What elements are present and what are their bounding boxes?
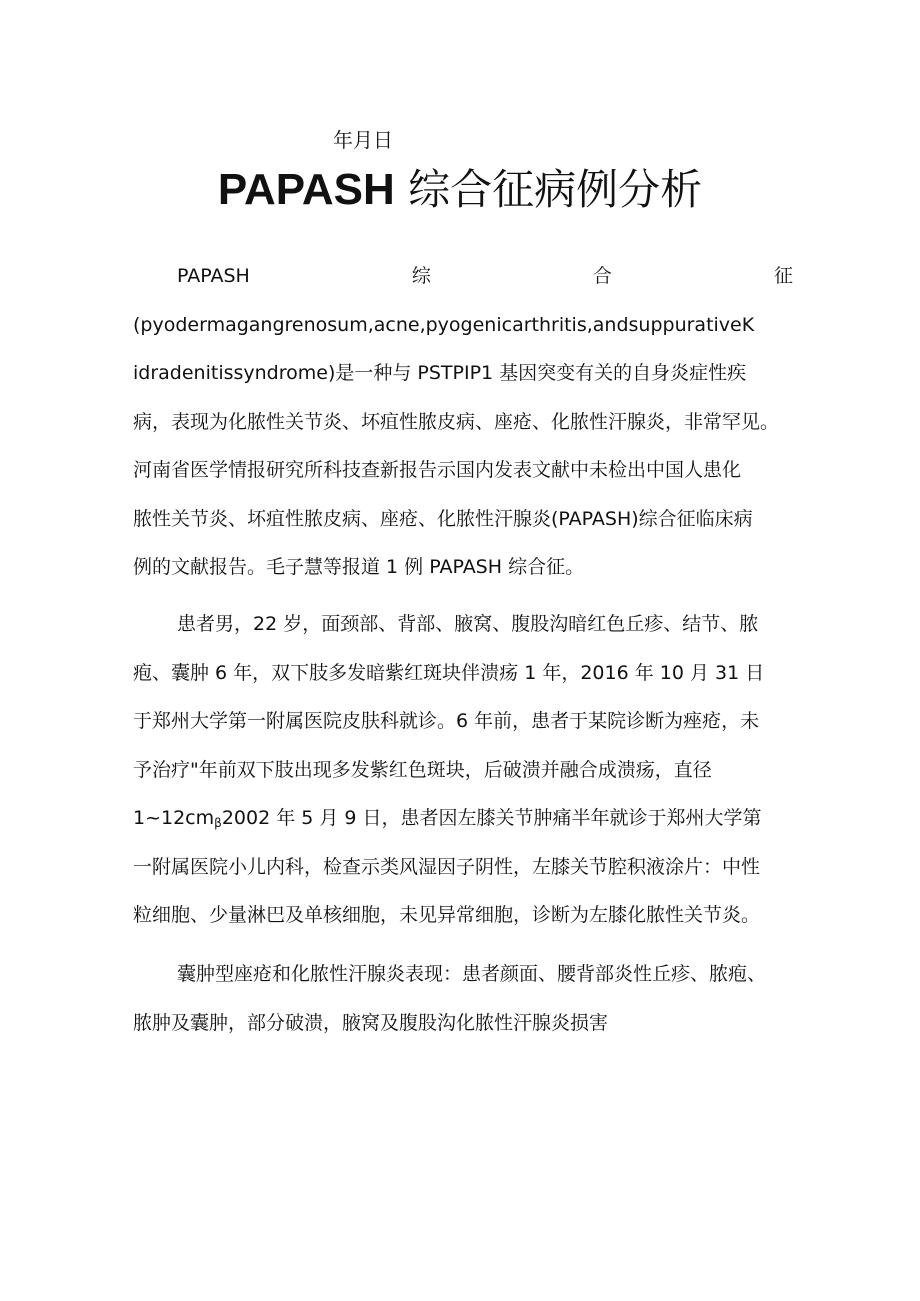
paragraph-2-line-5-rest: 2002 年 5 月 9 日，患者因左膝关节肿痛半年就诊于郑州大学第: [221, 807, 762, 829]
char-zheng: 征: [773, 265, 793, 287]
paragraph-2-line-3: 于郑州大学第一附属医院皮肤科就诊。6 年前，患者于某院诊断为痤疮，未: [133, 710, 760, 732]
paragraph-2-line-5: [133, 794, 793, 843]
paragraph-1-line-3: idradenitissyndrome)是一种与 PSTPIP1 基因突变有关的自身炎症性疾: [133, 362, 747, 384]
word-papash: PAPASH: [177, 265, 250, 287]
char-zong: 综: [411, 265, 431, 287]
document-title: [0, 160, 920, 220]
paragraph-3: [133, 950, 793, 1047]
paragraph-1-line-6: 脓性关节炎、坏疽性脓皮病、座疮、化脓性汗腺炎(PAPASH)综合征临床病: [133, 507, 753, 530]
paragraph-1-line-4: 病，表现为化脓性关节炎、坏疽性脓皮病、座疮、化脓性汗腺炎，非常罕见。: [133, 410, 780, 433]
date-line: 年月日: [333, 128, 393, 152]
paragraph-2-line-2: 疱、囊肿 6 年，双下肢多发暗紫红斑块伴溃疡 1 年，2016 年 10 月 31 日: [133, 661, 765, 684]
paragraph-1: [133, 252, 793, 592]
paragraph-2: [133, 600, 793, 940]
subscript-beta: β: [214, 816, 222, 830]
paragraph-1-line-5: 河南省医学情报研究所科技查新报告示国内发表文献中未检出中国人患化: [133, 459, 742, 481]
title-cjk: 综合征病例分析: [394, 165, 703, 214]
paragraph-1-line-7: 例的文献报告。毛子慧等报道 1 例 PAPASH 综合征。: [133, 556, 585, 578]
paragraph-2-line-7: 粒细胞、少量淋巴及单核细胞，未见异常细胞，诊断为左膝化脓性关节炎。: [133, 904, 761, 926]
paragraph-3-line-1: 囊肿型座疮和化脓性汗腺炎表现：患者颜面、腰背部炎性丘疹、脓疱、: [177, 963, 767, 985]
paragraph-1-line-2: (pyodermagangrenosum,acne,pyogenicarthritis,andsuppurativeK: [133, 313, 755, 336]
paragraph-1-line-1: [133, 252, 793, 301]
paragraph-3-line-2: 脓肿及囊肿，部分破溃，腋窝及腹股沟化脓性汗腺炎损害: [133, 1011, 609, 1034]
size-range: 1~12cm: [133, 807, 215, 829]
char-he: 合: [592, 265, 612, 287]
paragraph-2-line-4: 予治疗"年前双下肢出现多发紫红色斑块，后破溃并融合成溃疡，直径: [133, 758, 712, 781]
title-latin: PAPASH: [217, 165, 395, 214]
paragraph-2-line-1: 患者男，22 岁，面颈部、背部、腋窝、腹股沟暗红色丘疹、结节、脓: [177, 613, 759, 635]
paragraph-2-line-6: 一附属医院小儿内科，检查示类风湿因子阴性，左膝关节腔积液涂片：中性: [133, 855, 761, 878]
